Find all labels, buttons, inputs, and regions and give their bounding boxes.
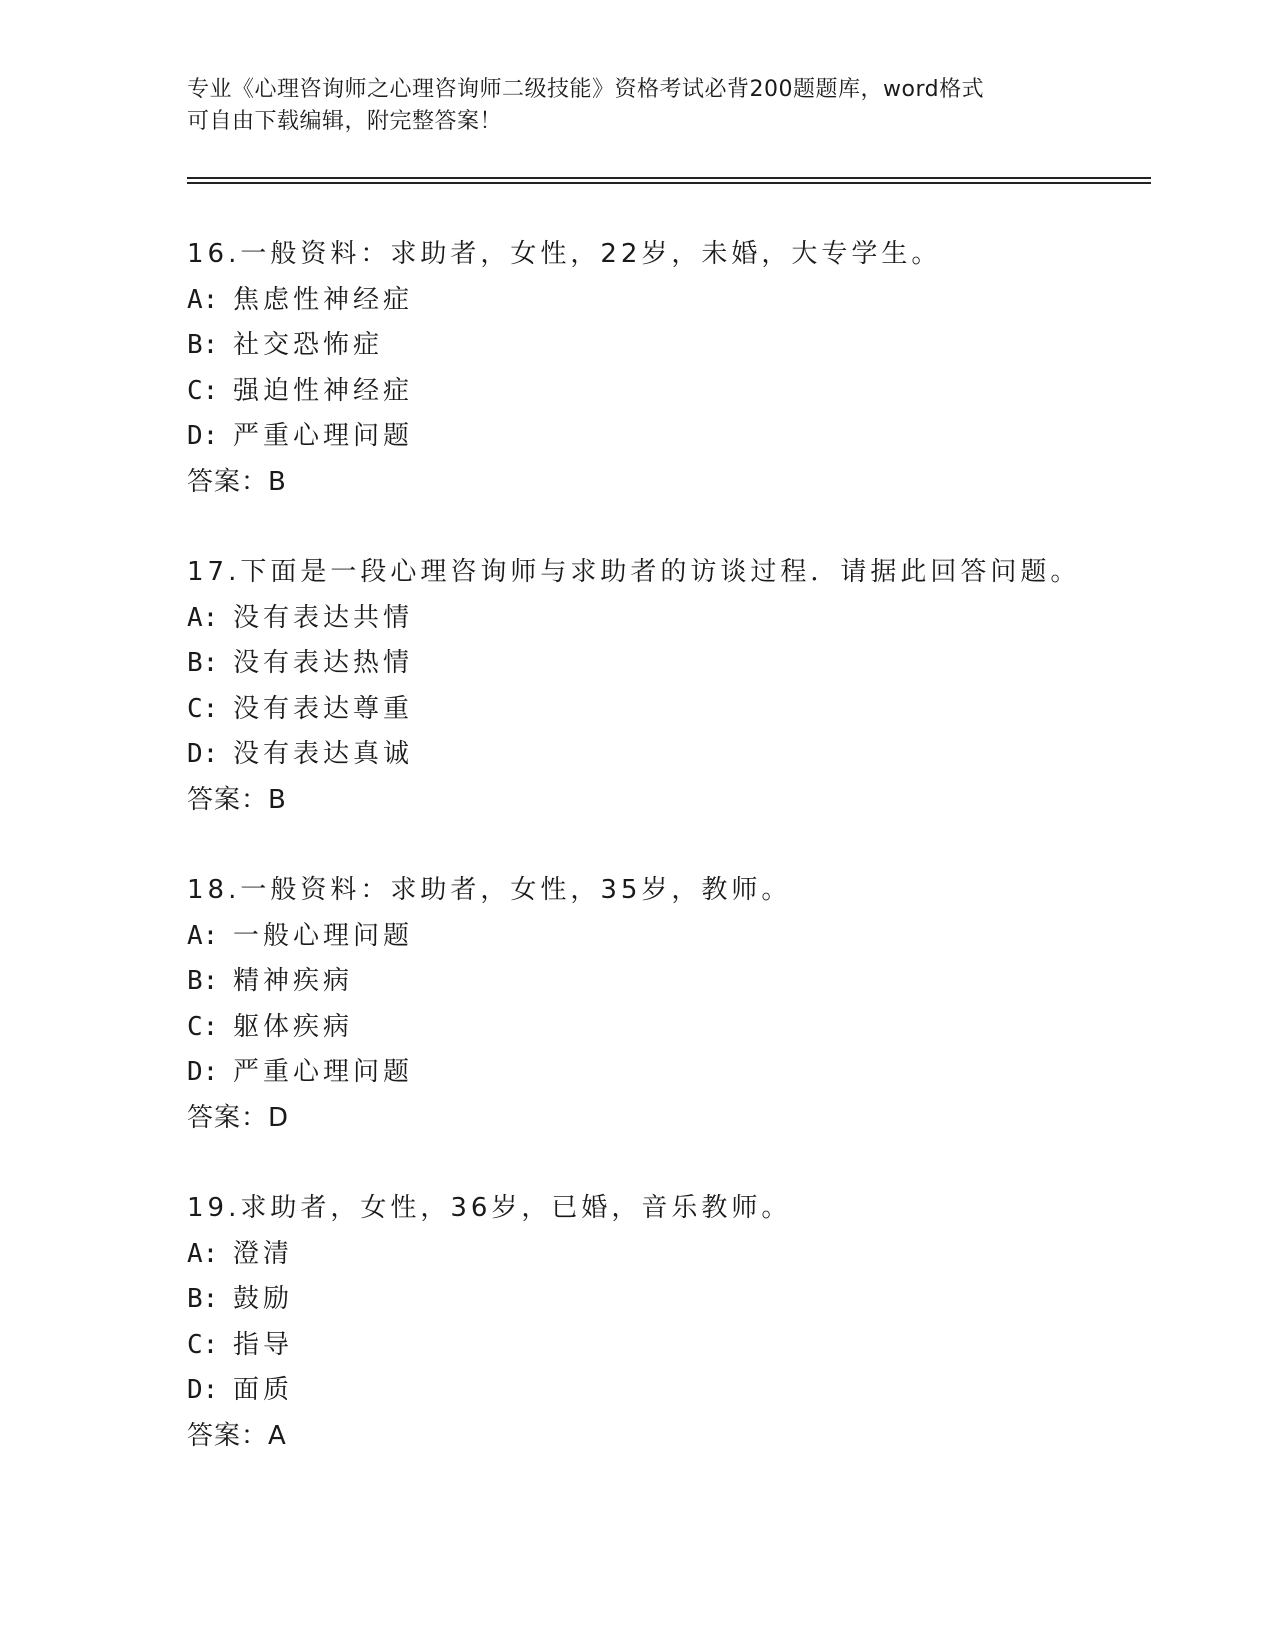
option-letter: D: <box>187 739 219 769</box>
option-text: 强迫性神经症 <box>233 375 414 406</box>
header-line-2: 可自由下载编辑，附完整答案！ <box>187 109 503 134</box>
option-b <box>187 323 1147 369</box>
question-stem: 16.一般资料：求助者，女性，22岁，未婚，大专学生。 <box>187 239 942 269</box>
answer-line: 答案：A <box>187 1420 287 1451</box>
option-letter: C: <box>187 1011 219 1042</box>
option-letter: C: <box>187 1329 219 1360</box>
option-a <box>187 1232 1147 1278</box>
answer-line: 答案：D <box>187 1102 290 1133</box>
option-letter: D: <box>187 421 219 451</box>
option-a <box>187 596 1147 642</box>
option-text: 指导 <box>233 1329 294 1360</box>
option-text: 澄清 <box>233 1238 294 1269</box>
question-block-16 <box>187 232 1147 505</box>
option-b <box>187 959 1147 1005</box>
option-letter: A: <box>187 1238 219 1269</box>
option-text: 没有表达共情 <box>233 602 414 633</box>
question-stem: 18.一般资料：求助者，女性，35岁，教师。 <box>187 875 792 905</box>
option-text: 严重心理问题 <box>233 1057 414 1087</box>
option-letter: B: <box>187 966 219 996</box>
option-letter: A: <box>187 284 219 315</box>
option-b <box>187 1277 1147 1323</box>
question-stem: 19.求助者，女性，36岁，已婚，音乐教师。 <box>187 1193 792 1223</box>
option-c <box>187 687 1147 733</box>
header-line-1: 专业《心理咨询师之心理咨询师二级技能》资格考试必背200题题库，word格式 <box>187 77 985 102</box>
option-a <box>187 278 1147 324</box>
option-d <box>187 1050 1147 1096</box>
option-text: 没有表达真诚 <box>233 739 414 769</box>
option-text: 没有表达尊重 <box>233 693 414 724</box>
option-d <box>187 732 1147 778</box>
answer-line: 答案：B <box>187 784 287 815</box>
question-block-17 <box>187 550 1147 823</box>
option-text: 严重心理问题 <box>233 421 414 451</box>
option-text: 鼓励 <box>233 1284 294 1314</box>
option-text: 没有表达热情 <box>233 648 414 678</box>
option-c <box>187 1005 1147 1051</box>
question-stem: 17.下面是一段心理咨询师与求助者的访谈过程．请据此回答问题。 <box>187 557 1081 587</box>
header-divider-bottom <box>187 182 1151 184</box>
document-header <box>187 74 1067 138</box>
option-d <box>187 414 1147 460</box>
option-b <box>187 641 1147 687</box>
header-divider-top <box>187 177 1151 179</box>
option-d <box>187 1368 1147 1414</box>
option-text: 社交恐怖症 <box>233 330 384 360</box>
option-text: 面质 <box>233 1375 294 1405</box>
option-c <box>187 369 1147 415</box>
option-letter: A: <box>187 920 219 951</box>
answer-line: 答案：B <box>187 466 287 497</box>
option-letter: B: <box>187 1284 219 1314</box>
option-letter: D: <box>187 1375 219 1405</box>
option-c <box>187 1323 1147 1369</box>
option-letter: D: <box>187 1057 219 1087</box>
option-letter: A: <box>187 602 219 633</box>
option-text: 精神疾病 <box>233 966 354 996</box>
option-a <box>187 914 1147 960</box>
question-block-18 <box>187 868 1147 1141</box>
option-text: 一般心理问题 <box>233 920 414 951</box>
option-text: 躯体疾病 <box>233 1011 354 1042</box>
option-letter: C: <box>187 375 219 406</box>
option-letter: B: <box>187 330 219 360</box>
question-block-19 <box>187 1186 1147 1459</box>
option-letter: C: <box>187 693 219 724</box>
option-text: 焦虑性神经症 <box>233 284 414 315</box>
option-letter: B: <box>187 648 219 678</box>
